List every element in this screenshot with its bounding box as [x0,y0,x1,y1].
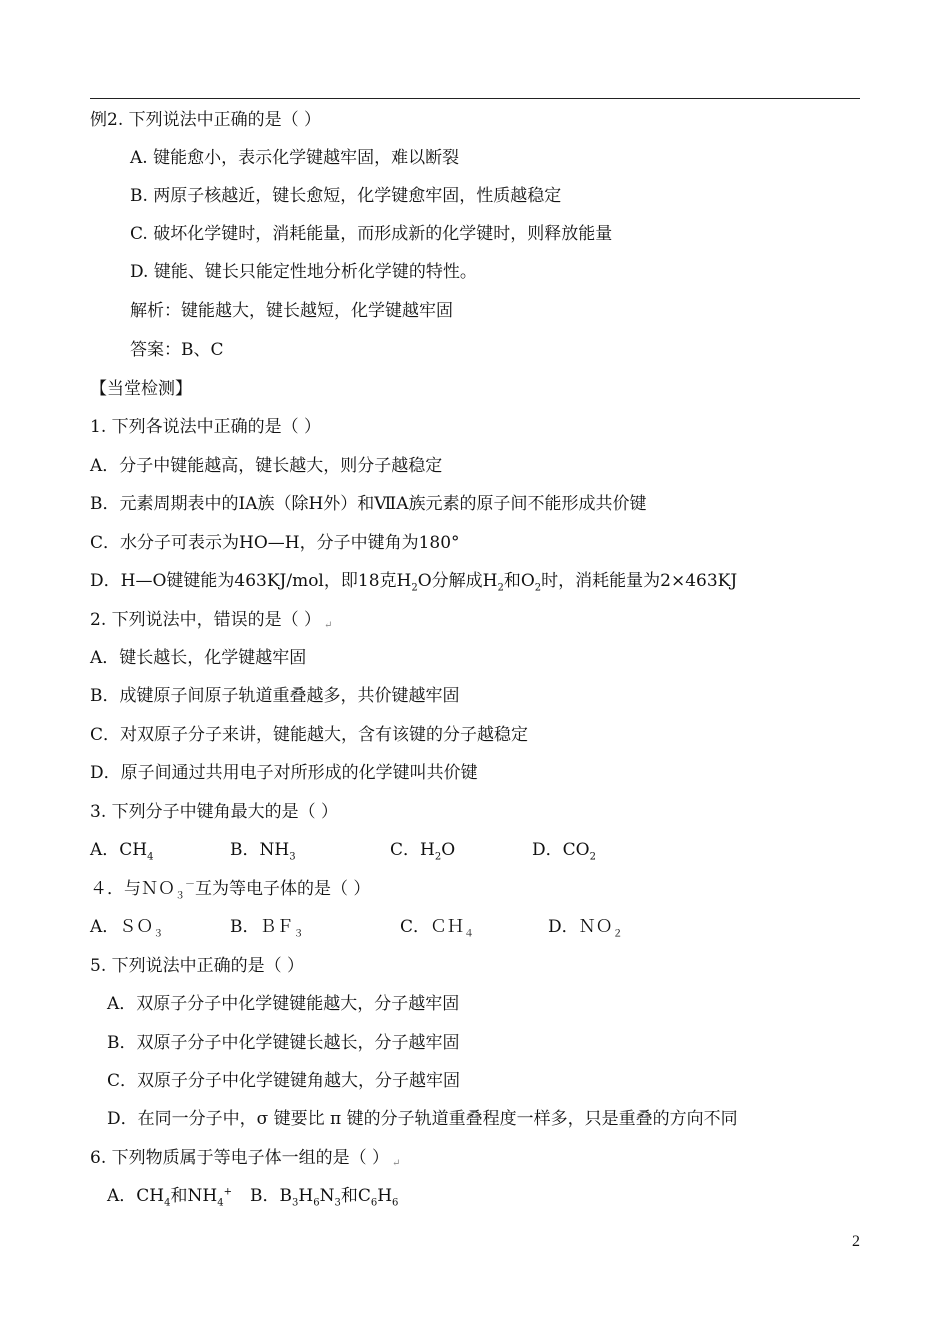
q3-option-d: D．$CO_2$ [532,840,596,863]
q4-option-a: A．ＳＯ$_3$ [90,917,164,940]
example-option-c: C. 破坏化学键时，消耗能量，而形成新的化学键时，则释放能量 [130,224,613,244]
paragraph-mark: ↵ [324,620,333,631]
q5-option-b: B．双原子分子中化学键键长越长，分子越牢固 [107,1033,460,1053]
q6-stem: 6. 下列物质属于等电子体一组的是（ ） ↵ [90,1148,401,1169]
q4-stem: ４．与ＮＯ$_3$－互为等电子体的是（ ） [90,879,371,902]
q6-option-b: B．$B_3H_6N_3$和$C_6H_6$ [250,1186,399,1209]
q2-option-c: C．对双原子分子来讲，键能越大，含有该键的分子越稳定 [90,725,529,745]
example-option-d: D. 键能、键长只能定性地分析化学键的特性。 [130,262,477,282]
q1-option-b: B．元素周期表中的ⅠA族（除H外）和ⅦA族元素的原子间不能形成共价键 [90,494,647,514]
example-question: 例2. 下列说法中正确的是（ ） [90,110,322,130]
q2-option-d: D．原子间通过共用电子对所形成的化学键叫共价键 [90,763,478,783]
q1-stem: 1. 下列各说法中正确的是（ ） [90,417,322,437]
q3-option-c: C．$H_2O$ [390,840,456,863]
q5-stem: 5. 下列说法中正确的是（ ） [90,956,305,976]
example-analysis: 解析：键能越大，键长越短，化学键越牢固 [130,301,453,321]
q4-option-c: C．ＣＨ$_4$ [400,917,475,940]
example-option-b: B. 两原子核越近，键长愈短，化学键愈牢固，性质越稳定 [130,186,562,206]
q5-option-a: A．双原子分子中化学键键能越大，分子越牢固 [107,994,460,1014]
q5-option-c: C．双原子分子中化学键键角越大，分子越牢固 [107,1071,461,1091]
q2-stem: 2. 下列说法中，错误的是（ ） ↵ [90,610,333,631]
q1-option-c: C．水分子可表示为HO—H，分子中键角为180° [90,533,460,553]
header-rule [90,98,860,99]
q3-option-b: B．$NH_3$ [230,840,296,863]
q2-option-b: B．成键原子间原子轨道重叠越多，共价键越牢固 [90,686,460,706]
page-number: 2 [852,1233,860,1250]
example-option-a: A. 键能愈小，表示化学键越牢固，难以断裂 [130,148,460,168]
q5-option-d: D．在同一分子中，σ 键要比 π 键的分子轨道重叠程度一样多，只是重叠的方向不同 [107,1109,738,1129]
q3-stem: 3. 下列分子中键角最大的是（ ） [90,802,339,822]
q1-option-a: A．分子中键能越高，键长越大，则分子越稳定 [90,456,443,476]
section-title: 【当堂检测】 [90,379,192,399]
example-answer: 答案：B、C [130,340,224,360]
q2-option-a: A．键长越长，化学键越牢固 [90,648,307,668]
q4-option-b: B．ＢＦ$_3$ [230,917,304,940]
q4-option-d: D．ＮＯ$_2$ [548,917,623,940]
q6-option-a: A．$CH_4$和$NH_4^+$ [107,1186,232,1209]
paragraph-mark: ↵ [392,1158,401,1169]
q3-option-a: A．$CH_4$ [90,840,154,863]
q1-option-d: D．H—O键键能为463KJ/mol，即18克$H_2O$分解成$H_2$和$O_2$时，消耗能量为2×463KJ [90,571,738,594]
